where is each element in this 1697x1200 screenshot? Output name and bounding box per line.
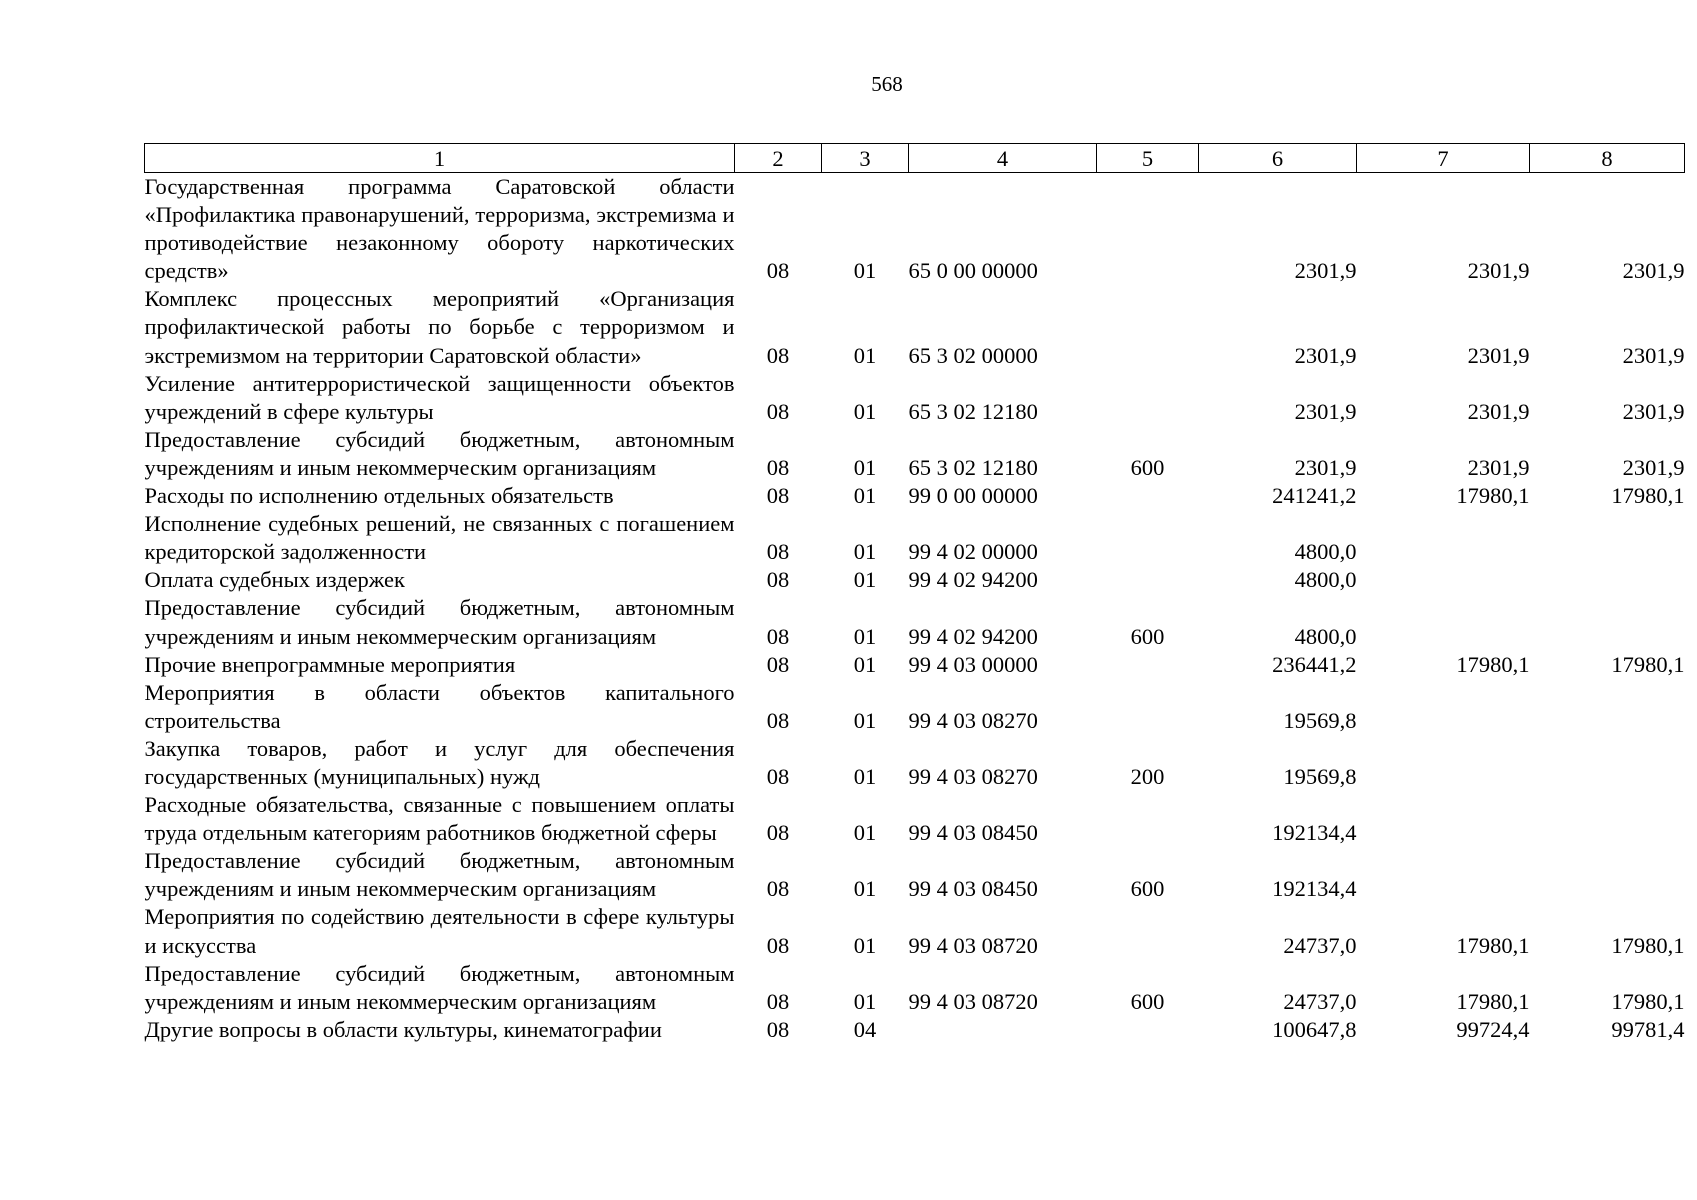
expense-type-code [1097,903,1199,959]
section-code: 08 [766,539,790,565]
amount-col-8: 2301,9 [1622,454,1685,480]
subsection-code: 01 [853,763,877,789]
column-header: 2 [735,144,822,173]
table-row [145,847,1685,903]
subsection-code: 01 [853,483,877,509]
table-row [145,960,1685,1016]
section-code: 08 [766,763,790,789]
target-article-code: 99 4 03 08720 [908,932,1038,958]
subsection-code: 01 [853,988,877,1014]
expense-type-code [1097,285,1199,369]
amount-col-8: 2301,9 [1622,398,1685,424]
column-header: 8 [1530,144,1685,173]
table-row [145,791,1685,847]
amount-col-7: 2301,9 [1467,342,1530,368]
expense-type-code: 600 [1130,988,1165,1014]
subsection-code: 01 [853,398,877,424]
subsection-code: 01 [853,820,877,846]
expense-type-code: 200 [1130,763,1165,789]
amount-col-7: 2301,9 [1467,398,1530,424]
subsection-code: 01 [853,707,877,733]
row-name: Предоставление субсидий бюджетным, автономным учреждениям и иным некоммерческим организациям [144,595,735,649]
section-code: 08 [766,932,790,958]
row-name: Другие вопросы в области культуры, кинематографии [144,1016,662,1042]
page-number: 568 [871,72,903,96]
section-code: 08 [766,623,790,649]
table-row [145,735,1685,791]
section-code: 08 [766,567,790,593]
section-code: 08 [766,707,790,733]
amount-col-7: 2301,9 [1467,258,1530,284]
row-name: Исполнение судебных решений, не связанных с погашением кредиторской задолженности [144,511,735,565]
table-row [145,594,1685,650]
table-row [145,679,1685,735]
subsection-code: 01 [853,342,877,368]
amount-col-6: 2301,9 [1294,454,1357,480]
target-article-code: 65 3 02 12180 [908,454,1038,480]
target-article-code: 99 4 02 94200 [908,567,1038,593]
expense-type-code [1097,482,1199,510]
row-name: Предоставление субсидий бюджетным, автономным учреждениям и иным некоммерческим организациям [144,848,735,902]
target-article-code: 99 4 03 00000 [908,651,1038,677]
section-code: 08 [766,258,790,284]
section-code: 08 [766,651,790,677]
amount-col-7: 99724,4 [1456,1016,1530,1042]
expense-type-code: 600 [1130,454,1165,480]
amount-col-7: 17980,1 [1456,651,1530,677]
expense-type-code [1097,370,1199,426]
amount-col-6: 24737,0 [1283,932,1357,958]
amount-col-8: 2301,9 [1622,258,1685,284]
expense-type-code: 600 [1130,623,1165,649]
target-article-code [909,1016,1097,1044]
amount-col-8 [1530,679,1685,735]
expense-type-code [1097,791,1199,847]
table-row [145,426,1685,482]
expense-type-code [1097,651,1199,679]
expense-type-code [1097,679,1199,735]
amount-col-6: 4800,0 [1294,623,1357,649]
amount-col-7 [1357,510,1530,566]
subsection-code: 01 [853,651,877,677]
table-body [145,173,1685,1044]
amount-col-8: 17980,1 [1611,932,1685,958]
row-name: Предоставление субсидий бюджетным, автономным учреждениям и иным некоммерческим организациям [144,426,735,480]
table-row [145,285,1685,369]
section-code: 08 [766,454,790,480]
amount-col-8: 2301,9 [1622,342,1685,368]
table-row [145,482,1685,510]
section-code: 08 [766,398,790,424]
section-code: 08 [766,1016,790,1042]
amount-col-6: 19569,8 [1283,763,1357,789]
amount-col-6: 4800,0 [1294,539,1357,565]
amount-col-6: 192134,4 [1272,876,1357,902]
amount-col-6: 236441,2 [1272,651,1357,677]
amount-col-6: 24737,0 [1283,988,1357,1014]
row-name: Усиление антитеррористической защищенности объектов учреждений в сфере культуры [144,370,735,424]
target-article-code: 99 4 02 94200 [908,623,1038,649]
amount-col-7: 17980,1 [1456,988,1530,1014]
amount-col-6: 2301,9 [1294,342,1357,368]
target-article-code: 99 4 03 08450 [908,876,1038,902]
subsection-code: 01 [853,567,877,593]
amount-col-8 [1530,735,1685,791]
target-article-code: 65 0 00 00000 [908,258,1038,284]
table-row [145,1016,1685,1044]
expense-type-code: 600 [1130,876,1165,902]
amount-col-7 [1357,735,1530,791]
column-header: 7 [1357,144,1530,173]
section-code: 08 [766,483,790,509]
subsection-code: 01 [853,454,877,480]
amount-col-8 [1530,566,1685,594]
subsection-code: 04 [853,1016,877,1042]
row-name: Комплекс процессных мероприятий «Организация профилактической работы по борьбе с терроризмом и экстремизмом на территории Саратовской области» [144,286,735,368]
table-row [145,370,1685,426]
amount-col-8: 99781,4 [1611,1016,1685,1042]
target-article-code: 99 0 00 00000 [908,483,1038,509]
table-row [145,566,1685,594]
table-row [145,173,1685,286]
section-code: 08 [766,988,790,1014]
column-header: 5 [1097,144,1199,173]
amount-col-8: 17980,1 [1611,988,1685,1014]
table-row [145,651,1685,679]
subsection-code: 01 [853,539,877,565]
row-name: Государственная программа Саратовской области «Профилактика правонарушений, терроризма, экстремизма и противодействие незаконному обороту наркотических средств» [144,174,735,284]
expense-type-code [1097,1016,1199,1044]
amount-col-7: 2301,9 [1467,454,1530,480]
target-article-code: 99 4 03 08450 [908,820,1038,846]
target-article-code: 99 4 03 08720 [908,988,1038,1014]
row-name: Закупка товаров, работ и услуг для обеспечения государственных (муниципальных) нужд [144,735,735,789]
amount-col-8 [1530,791,1685,847]
amount-col-6: 2301,9 [1294,398,1357,424]
amount-col-7 [1357,847,1530,903]
table-header-row [145,144,1685,173]
amount-col-8: 17980,1 [1611,651,1685,677]
column-header: 1 [145,144,735,173]
row-name: Прочие внепрограммные мероприятия [144,651,516,677]
budget-table [144,143,1685,1044]
row-name: Предоставление субсидий бюджетным, автономным учреждениям и иным некоммерческим организациям [144,960,735,1014]
subsection-code: 01 [853,876,877,902]
amount-col-8 [1530,847,1685,903]
amount-col-6: 19569,8 [1283,707,1357,733]
target-article-code: 99 4 03 08270 [908,707,1038,733]
section-code: 08 [766,342,790,368]
row-name: Мероприятия по содействию деятельности в сфере культуры и искусства [144,904,735,958]
section-code: 08 [766,820,790,846]
amount-col-6: 4800,0 [1294,567,1357,593]
row-name: Оплата судебных издержек [144,567,405,593]
table-row [145,510,1685,566]
amount-col-8 [1530,594,1685,650]
table-row [145,903,1685,959]
target-article-code: 99 4 02 00000 [908,539,1038,565]
subsection-code: 01 [853,258,877,284]
expense-type-code [1097,510,1199,566]
subsection-code: 01 [853,623,877,649]
column-header: 6 [1199,144,1357,173]
amount-col-7: 17980,1 [1456,483,1530,509]
section-code: 08 [766,876,790,902]
amount-col-7: 17980,1 [1456,932,1530,958]
row-name: Расходные обязательства, связанные с повышением оплаты труда отдельным категориям работников бюджетной сферы [144,792,735,846]
column-header: 3 [822,144,909,173]
amount-col-8: 17980,1 [1611,483,1685,509]
expense-type-code [1097,173,1199,286]
target-article-code: 99 4 03 08270 [908,763,1038,789]
target-article-code: 65 3 02 00000 [908,342,1038,368]
amount-col-6: 192134,4 [1272,820,1357,846]
amount-col-6: 2301,9 [1294,258,1357,284]
amount-col-7 [1357,791,1530,847]
subsection-code: 01 [853,932,877,958]
row-name: Мероприятия в области объектов капитального строительства [144,679,735,733]
amount-col-6: 100647,8 [1272,1016,1357,1042]
amount-col-8 [1530,510,1685,566]
target-article-code: 65 3 02 12180 [908,398,1038,424]
amount-col-7 [1357,594,1530,650]
amount-col-7 [1357,679,1530,735]
column-header: 4 [909,144,1097,173]
amount-col-7 [1357,566,1530,594]
amount-col-6: 241241,2 [1272,483,1357,509]
expense-type-code [1097,566,1199,594]
row-name: Расходы по исполнению отдельных обязательств [144,483,614,509]
